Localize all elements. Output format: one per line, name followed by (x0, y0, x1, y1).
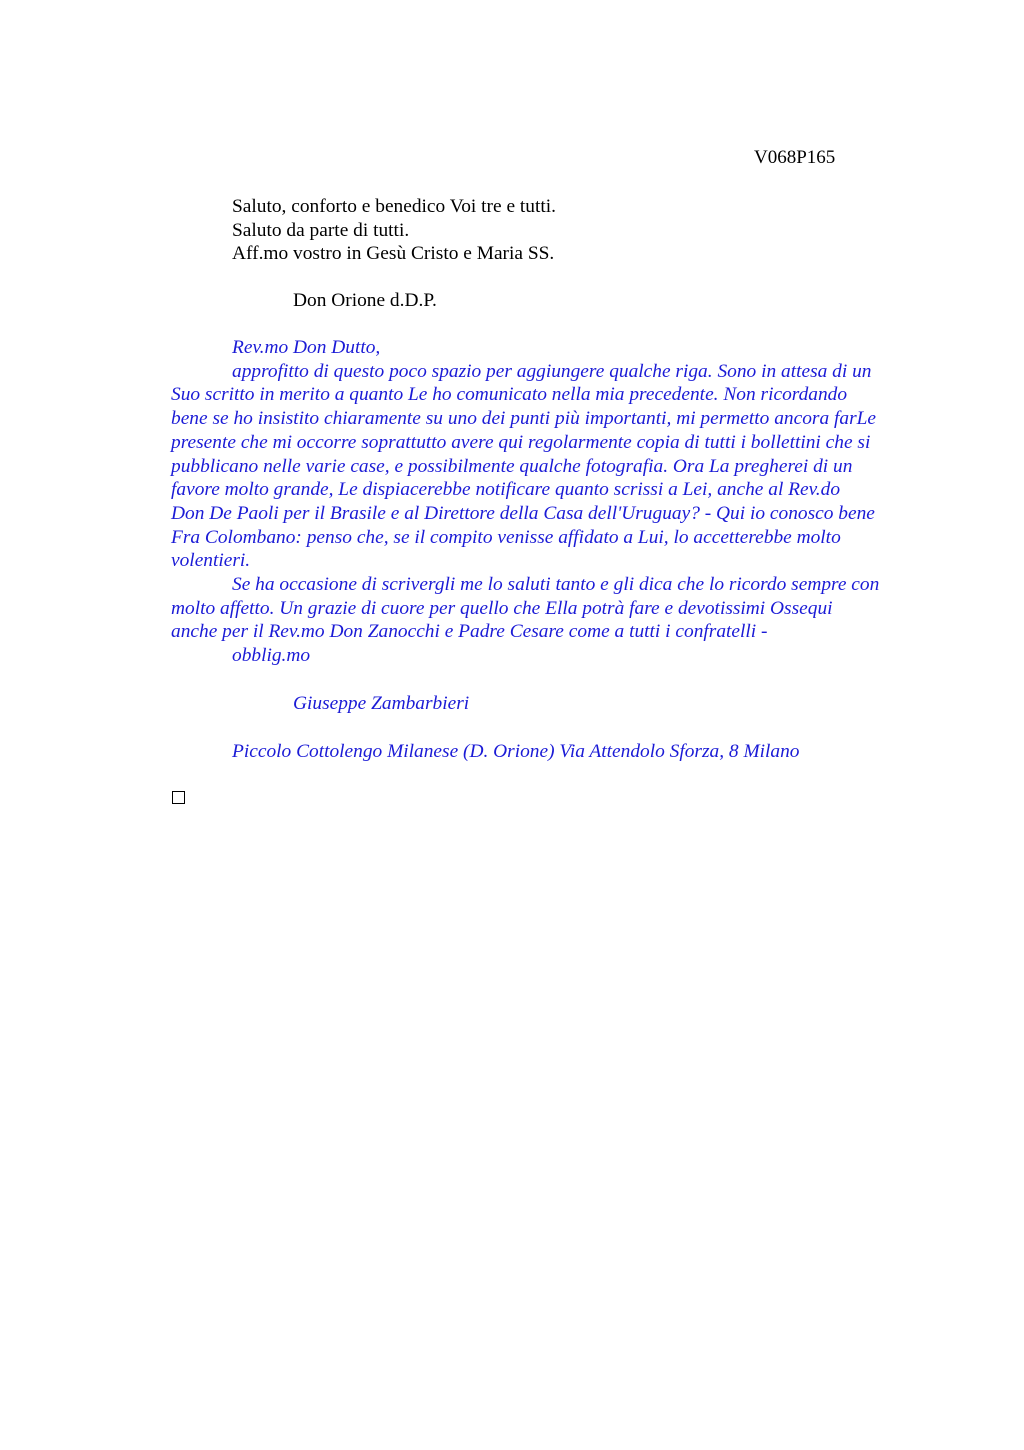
signature-zambarbieri (171, 692, 931, 716)
sender-address (171, 740, 931, 764)
postscript-line: Don De Paoli per il Brasile e al Direttore della Casa dell'Uruguay? - Qui io conosco bene (171, 502, 875, 524)
signature-text: Don Orione d.D.P. (293, 290, 437, 311)
postscript-line: obblig.mo (232, 645, 311, 667)
signature-text: Giuseppe Zambarbieri (293, 693, 470, 714)
postscript-note (171, 336, 931, 668)
address-text: Piccolo Cottolengo Milanese (D. Orione) Via Attendolo Sforza, 8 Milano (232, 741, 800, 762)
greeting-line: Saluto da parte di tutti. (232, 219, 410, 241)
postscript-line: pubblicano nelle varie case, e possibilmente qualche fotografia. Ora La pregherei di un (171, 455, 853, 477)
postscript-line: approfitto di questo poco spazio per aggiungere qualche riga. Sono in attesa di un (232, 360, 872, 382)
empty-box-icon (172, 791, 185, 804)
postscript-line: Suo scritto in merito a quanto Le ho comunicato nella mia precedente. Non ricordando (171, 384, 848, 406)
greeting-line: Saluto, conforto e benedico Voi tre e tutti. (232, 196, 557, 217)
greeting-line: Aff.mo vostro in Gesù Cristo e Maria SS. (232, 243, 555, 265)
postscript-salutation: Rev.mo Don Dutto, (232, 337, 381, 358)
postscript-line: favore molto grande, Le dispiacerebbe notificare quanto scrissi a Lei, anche al Rev.do (171, 479, 841, 501)
postscript-line: presente che mi occorre soprattutto avere qui regolarmente copia di tutti i bollettini che si (171, 431, 871, 453)
postscript-line: Se ha occasione di scrivergli me lo saluti tanto e gli dica che lo ricordo sempre con (232, 574, 880, 596)
postscript-line: Fra Colombano: penso che, se il compito venisse affidato a Lui, lo accetterebbe molto (171, 526, 841, 548)
closing-greeting (171, 195, 931, 266)
postscript-line: anche per il Rev.mo Don Zanocchi e Padre Cesare come a tutti i confratelli - (171, 621, 768, 643)
postscript-line: bene se ho insistito chiaramente su uno dei punti più importanti, mi permetto ancora farLe (171, 408, 877, 430)
postscript-line: molto affetto. Un grazie di cuore per quello che Ella potrà fare e devotissimi Ossequi (171, 597, 833, 619)
page-reference: V068P165 (754, 147, 836, 168)
signature-don-orione (171, 289, 931, 313)
postscript-line: volentieri. (171, 550, 251, 572)
